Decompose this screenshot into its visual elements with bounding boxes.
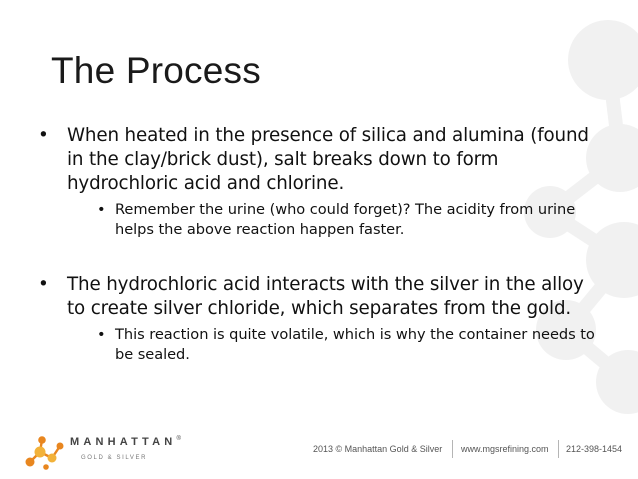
sub-bullet-item xyxy=(67,200,598,239)
sub-bullet-text: This reaction is quite volatile, which is why the container needs to be sealed. xyxy=(115,326,595,363)
registered-mark: ® xyxy=(176,436,181,442)
bullet-item xyxy=(38,273,598,364)
bullet-marker: • xyxy=(97,201,106,218)
bullet-text: When heated in the presence of silica and alumina (found in the clay/brick dust), salt breaks down to form hydrochloric acid and chlorine. xyxy=(67,125,589,194)
bullet-text: The hydrochloric acid interacts with the silver in the alloy to create silver chloride, which separates from the gold. xyxy=(67,274,584,319)
brand-name xyxy=(70,436,181,448)
brand-subtitle: GOLD & SILVER xyxy=(81,455,148,461)
bullet-marker: • xyxy=(38,125,49,146)
website-link[interactable]: www.mgsrefining.com xyxy=(461,444,549,454)
phone-number: 212-398-1454 xyxy=(566,444,623,454)
bullet-marker: • xyxy=(38,274,49,295)
company-logo-icon xyxy=(22,432,66,472)
sub-bullet-item xyxy=(67,325,598,364)
copyright-text: 2013 © Manhattan Gold & Silver xyxy=(313,444,443,454)
bullet-item xyxy=(38,124,598,239)
slide-title: The Process xyxy=(51,50,261,91)
bullet-marker: • xyxy=(97,326,106,343)
footer xyxy=(0,422,638,479)
bullet-list xyxy=(38,124,598,364)
footer-divider xyxy=(452,440,453,458)
brand-name-text: MANHATTAN xyxy=(70,436,177,448)
sub-bullet-text: Remember the urine (who could forget)? The acidity from urine helps the above reaction happen faster. xyxy=(115,201,576,238)
footer-divider xyxy=(558,440,559,458)
